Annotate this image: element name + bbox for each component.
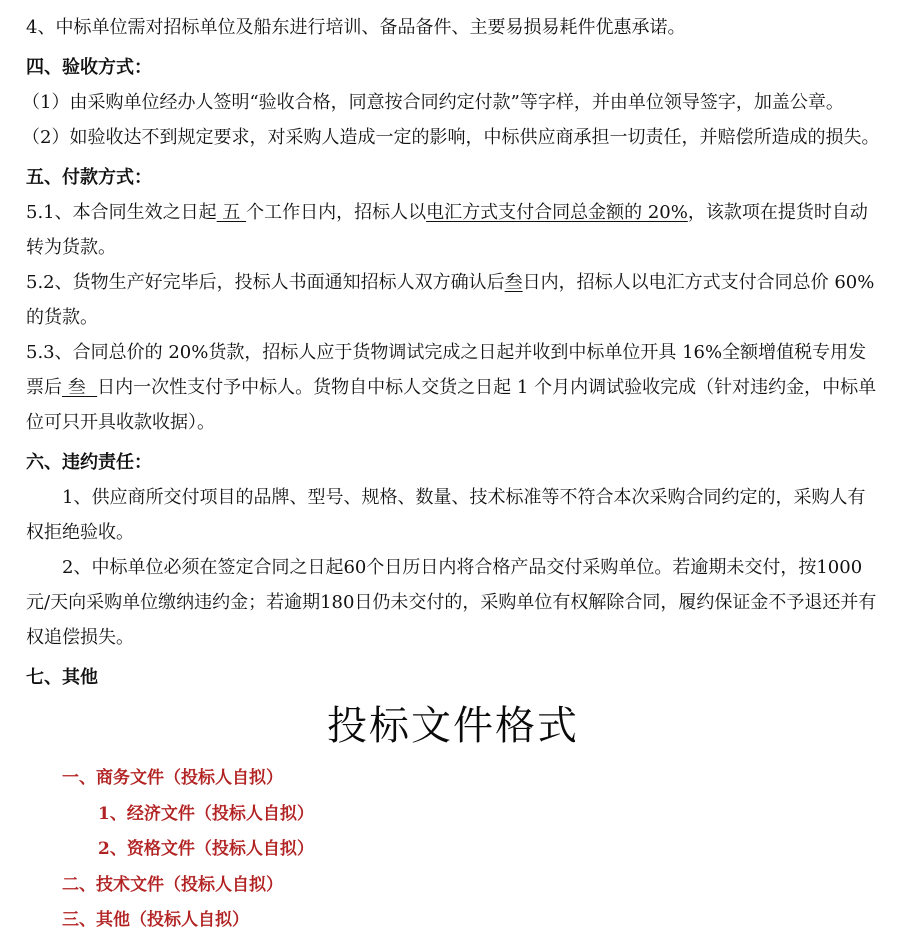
clause-text: 5.1、本合同生效之日起 [26, 202, 217, 223]
underlined-value-three: 叁 [62, 377, 98, 398]
underlined-value-three: 叁 [504, 272, 523, 293]
clause-text: 日内，招标人以电汇方式支付合同总价 60%的货款。 [26, 272, 875, 328]
payment-clause-5-1 [26, 195, 880, 265]
breach-item-2: 2、中标单位必须在签定合同之日起60个日历日内将合格产品交付采购单位。若逾期未交付，按1000元/天向采购单位缴纳违约金；若逾期180日仍未交付的，采购单位有权解除合同，履约保证金不予退还并有权追偿损失。 [26, 557, 877, 648]
format-item-technical: 二、技术文件（投标人自拟） [62, 874, 283, 895]
bid-format-list [26, 761, 880, 939]
payment-clause-5-2 [26, 265, 880, 335]
section-heading-acceptance: 四、验收方式： [26, 57, 152, 78]
clause-text: ，该款项在提货时自动转为货款。 [26, 202, 868, 258]
clause-text: 5.2、货物生产好完毕后，投标人书面通知招标人双方确认后 [26, 272, 505, 293]
breach-item-1: 1、供应商所交付项目的品牌、型号、规格、数量、技术标准等不符合本次采购合同约定的，采购人有权拒绝验收。 [26, 487, 866, 543]
clause-text: 5.3、合同总价的 20%货款，招标人应于货物调试完成之日起并收到中标单位开具 16%全额增值税专用发票后 [26, 342, 867, 398]
clause-4: 4、中标单位需对招标单位及船东进行培训、备品备件、主要易损易耗件优惠承诺。 [26, 17, 686, 38]
payment-clause-5-3 [26, 335, 880, 440]
underlined-value-days: 五 [216, 202, 247, 223]
format-item-other: 三、其他（投标人自拟） [62, 910, 249, 930]
clause-text: 个工作日内，招标人以 [246, 202, 427, 223]
section-heading-other: 七、其他 [26, 667, 98, 688]
format-item-qualification: 2、资格文件（投标人自拟） [98, 839, 314, 859]
section-heading-breach: 六、违约责任： [26, 452, 152, 473]
acceptance-item-2: （2）如验收达不到规定要求，对采购人造成一定的影响，中标供应商承担一切责任，并赔偿所造成的损失。 [22, 127, 880, 148]
underlined-payment-terms: 电汇方式支付合同总金额的 20% [426, 202, 688, 223]
clause-text: 日内一次性支付予中标人。货物自中标人交货之日起 1 个月内调试验收完成（针对违约金，中标单位可只开具收款收据）。 [26, 377, 877, 433]
section-heading-payment: 五、付款方式： [26, 167, 152, 188]
acceptance-item-1: （1）由采购单位经办人签明“验收合格，同意按合同约定付款”等字样，并由单位领导签字，加盖公章。 [22, 92, 844, 113]
format-item-economic: 1、经济文件（投标人自拟） [98, 803, 314, 824]
format-item-commercial: 一、商务文件（投标人自拟） [62, 768, 283, 788]
bid-document-format-title: 投标文件格式 [327, 703, 579, 749]
